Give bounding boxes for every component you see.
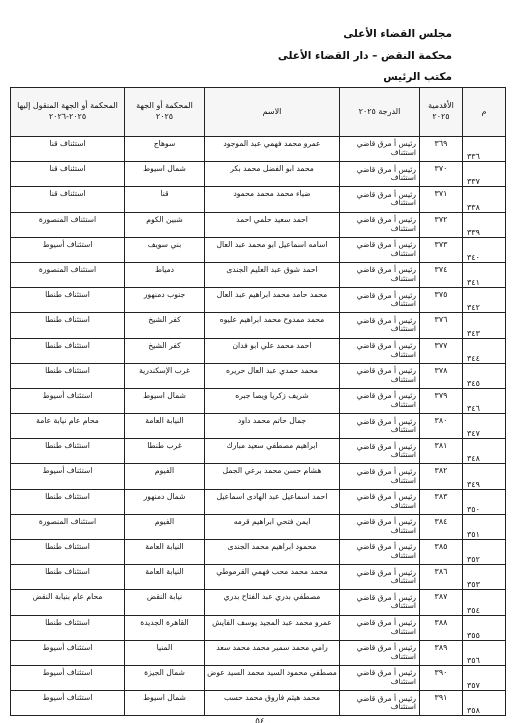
transfer-to-cell: استئناف طنطا xyxy=(11,288,125,313)
row-number: ٣٤٦ xyxy=(463,388,506,413)
row-number: ٣٥٨ xyxy=(463,691,506,716)
name-cell: محمد حامد محمد ابراهيم عبد العال xyxy=(205,288,340,313)
degree-cell xyxy=(340,313,420,338)
degree-line-2: استئناف xyxy=(390,148,416,158)
name-cell: احمد سعيد حلمي احمد xyxy=(205,212,340,237)
name-cell: محمد ممدوح محمد ابراهيم عليوه xyxy=(205,313,340,338)
name-cell: محمد محمد محب فهمي القرموطي xyxy=(205,565,340,590)
name-cell: ضياء محمد محمد محمود xyxy=(205,187,340,212)
transfer-to-cell: محام عام نيابة عامة xyxy=(11,414,125,439)
degree-line-2: استئناف xyxy=(390,551,416,561)
row-number: ٣٤٨ xyxy=(463,439,506,464)
seniority-cell: ٣٨٠ xyxy=(420,414,463,439)
degree-cell xyxy=(340,363,420,388)
court-cell: الفيوم xyxy=(125,464,205,489)
row-number: ٣٤٠ xyxy=(463,237,506,262)
name-cell: مصطفي محمود السيد محمد السيد عوض xyxy=(205,665,340,690)
degree-line-2: استئناف xyxy=(390,248,416,258)
degree-cell xyxy=(340,338,420,363)
court-cell: المنيا xyxy=(125,640,205,665)
degree-line-1: رئيس أ مرق قاضي xyxy=(356,215,416,225)
transfer-to-cell: محام عام بنيابة النقض xyxy=(11,590,125,615)
degree-line-2: استئناف xyxy=(390,349,416,359)
column-header-seniority: الأقدمية ٢٠٢٥ xyxy=(420,88,463,137)
table-row xyxy=(11,363,506,388)
seniority-cell: ٣٧٥ xyxy=(420,288,463,313)
name-cell: محمود ابراهيم محمد الجندى xyxy=(205,540,340,565)
column-header-court: المحكمة أو الجهة ٢٠٢٥ xyxy=(125,88,205,137)
table-row xyxy=(11,288,506,313)
seniority-cell: ٣٨٨ xyxy=(420,615,463,640)
seniority-cell: ٣٧٩ xyxy=(420,388,463,413)
row-number: ٣٥١ xyxy=(463,514,506,539)
name-cell: احمد شوق عبد العليم الجندى xyxy=(205,262,340,287)
seniority-cell: ٣٧٢ xyxy=(420,212,463,237)
degree-line-2: استئناف xyxy=(390,677,416,687)
court-cell: قنا xyxy=(125,187,205,212)
court-cell: غرب طنطا xyxy=(125,439,205,464)
seniority-cell: ٣٦٩ xyxy=(420,137,463,162)
row-number: ٣٥٢ xyxy=(463,540,506,565)
column-header-degree: الدرجة ٢٠٢٥ xyxy=(340,88,420,137)
transfer-to-cell: استئناف المنصورة xyxy=(11,514,125,539)
degree-line-1: رئيس أ مرق قاضي xyxy=(356,668,416,678)
court-cell: النيابة العامة xyxy=(125,565,205,590)
seniority-cell: ٣٧٧ xyxy=(420,338,463,363)
degree-line-2: استئناف xyxy=(390,576,416,586)
court-cell: كفر الشيخ xyxy=(125,338,205,363)
court-cell: الفيوم xyxy=(125,514,205,539)
degree-line-2: استئناف xyxy=(390,626,416,636)
transfer-to-cell: استئناف أسيوط xyxy=(11,464,125,489)
degree-cell xyxy=(340,590,420,615)
table-row xyxy=(11,137,506,162)
table-row xyxy=(11,237,506,262)
transfer-to-cell: استئناف طنطا xyxy=(11,489,125,514)
transfer-to-cell: استئناف طنطا xyxy=(11,338,125,363)
court-cell: جنوب دمنهور xyxy=(125,288,205,313)
name-cell: محمد ابو الفضل محمد بكر xyxy=(205,162,340,187)
transfer-to-cell: استئناف قنا xyxy=(11,162,125,187)
row-number: ٣٤٤ xyxy=(463,338,506,363)
degree-line-1: رئيس أ مرق قاضي xyxy=(356,567,416,577)
table-row xyxy=(11,464,506,489)
row-number: ٣٤٢ xyxy=(463,288,506,313)
table-row xyxy=(11,212,506,237)
name-cell: محمد هيثم فاروق محمد حسب xyxy=(205,691,340,716)
degree-line-1: رئيس أ مرق قاضي xyxy=(356,416,416,426)
transfer-to-cell: استئناف طنطا xyxy=(11,439,125,464)
table-row xyxy=(11,262,506,287)
transfer-to-cell: استئناف طنطا xyxy=(11,540,125,565)
degree-line-1: رئيس أ مرق قاضي xyxy=(356,366,416,376)
transfer-to-cell: استئناف طنطا xyxy=(11,313,125,338)
degree-line-1: رئيس أ مرق قاضي xyxy=(356,542,416,552)
seniority-cell: ٣٨٤ xyxy=(420,514,463,539)
degree-cell xyxy=(340,540,420,565)
degree-line-2: استئناف xyxy=(390,702,416,712)
degree-line-1: رئيس أ مرق قاضي xyxy=(356,441,416,451)
table-row xyxy=(11,439,506,464)
degree-line-1: رئيس أ مرق قاضي xyxy=(356,643,416,653)
office-title: مكتب الرئيس xyxy=(383,71,452,83)
degree-line-2: استئناف xyxy=(390,500,416,510)
degree-line-2: استئناف xyxy=(390,651,416,661)
court-cell: شبين الكوم xyxy=(125,212,205,237)
table-row xyxy=(11,640,506,665)
degree-line-2: استئناف xyxy=(390,324,416,334)
row-number: ٣٥٧ xyxy=(463,665,506,690)
degree-cell xyxy=(340,615,420,640)
degree-cell xyxy=(340,137,420,162)
degree-line-1: رئيس أ مرق قاضي xyxy=(356,693,416,703)
seniority-cell: ٣٨٦ xyxy=(420,565,463,590)
degree-cell xyxy=(340,691,420,716)
transfer-to-cell: استئناف أسيوط xyxy=(11,665,125,690)
name-cell: احمد محمد علي ابو فدان xyxy=(205,338,340,363)
row-number: ٣٥٠ xyxy=(463,489,506,514)
degree-line-2: استئناف xyxy=(390,198,416,208)
degree-cell xyxy=(340,489,420,514)
degree-cell xyxy=(340,514,420,539)
degree-line-1: رئيس أ مرق قاضي xyxy=(356,466,416,476)
degree-line-2: استئناف xyxy=(390,173,416,183)
seniority-cell: ٣٨٥ xyxy=(420,540,463,565)
degree-cell xyxy=(340,162,420,187)
column-header-no: م xyxy=(463,88,506,137)
seniority-cell: ٣٧١ xyxy=(420,187,463,212)
table-row xyxy=(11,615,506,640)
court-cell: النيابة العامة xyxy=(125,414,205,439)
name-cell: ايمن فتحي ابراهيم قرمه xyxy=(205,514,340,539)
degree-line-1: رئيس أ مرق قاضي xyxy=(356,315,416,325)
degree-line-2: استئناف xyxy=(390,525,416,535)
degree-line-1: رئيس أ مرق قاضي xyxy=(356,492,416,502)
table-row xyxy=(11,313,506,338)
degree-line-1: رئيس أ مرق قاضي xyxy=(356,164,416,174)
transfer-to-cell: استئناف المنصورة xyxy=(11,262,125,287)
degree-cell xyxy=(340,464,420,489)
court-cell: القاهرة الجديدة xyxy=(125,615,205,640)
court-cell: شمال اسيوط xyxy=(125,388,205,413)
row-number: ٣٥٥ xyxy=(463,615,506,640)
degree-cell xyxy=(340,237,420,262)
name-cell: مصطفي بدري عبد الفتاح بدري xyxy=(205,590,340,615)
court-cell: شمال الجيزة xyxy=(125,665,205,690)
row-number: ٣٤٩ xyxy=(463,464,506,489)
seniority-cell: ٣٩٠ xyxy=(420,665,463,690)
degree-line-1: رئيس أ مرق قاضي xyxy=(356,240,416,250)
row-number: ٣٤٥ xyxy=(463,363,506,388)
name-cell: عمرو محمد عبد المجيد يوسف الفايش xyxy=(205,615,340,640)
court-cell: كفر الشيخ xyxy=(125,313,205,338)
table-row xyxy=(11,489,506,514)
seniority-cell: ٣٧٦ xyxy=(420,313,463,338)
degree-line-1: رئيس أ مرق قاضي xyxy=(356,618,416,628)
seniority-cell: ٣٨٢ xyxy=(420,464,463,489)
column-header-name: الاسم xyxy=(205,88,340,137)
degree-line-1: رئيس أ مرق قاضي xyxy=(356,592,416,602)
degree-cell xyxy=(340,439,420,464)
table-row xyxy=(11,414,506,439)
degree-line-1: رئيس أ مرق قاضي xyxy=(356,340,416,350)
court-title: محكمة النقض – دار القضاء الأعلى xyxy=(277,50,452,62)
table-row xyxy=(11,162,506,187)
seniority-cell: ٣٨١ xyxy=(420,439,463,464)
degree-cell xyxy=(340,212,420,237)
degree-line-2: استئناف xyxy=(390,601,416,611)
degree-line-2: استئناف xyxy=(390,374,416,384)
name-cell: محمد حمدي عبد العال حريره xyxy=(205,363,340,388)
name-cell: عمرو محمد فهمي عبد الموجود xyxy=(205,137,340,162)
transfer-to-cell: استئناف طنطا xyxy=(11,615,125,640)
row-number: ٣٣٩ xyxy=(463,212,506,237)
transfer-to-cell: استئناف طنطا xyxy=(11,565,125,590)
table-row xyxy=(11,691,506,716)
seniority-cell: ٣٨٩ xyxy=(420,640,463,665)
name-cell: هشام حسن محمد برعي الجمل xyxy=(205,464,340,489)
degree-line-1: رئيس أ مرق قاضي xyxy=(356,139,416,149)
transfers-table xyxy=(10,87,506,716)
seniority-cell: ٣٧٠ xyxy=(420,162,463,187)
court-cell: دمياط xyxy=(125,262,205,287)
degree-line-2: استئناف xyxy=(390,475,416,485)
degree-line-1: رئيس أ مرق قاضي xyxy=(356,265,416,275)
degree-line-2: استئناف xyxy=(390,223,416,233)
degree-line-2: استئناف xyxy=(390,399,416,409)
court-cell: شمال دمنهور xyxy=(125,489,205,514)
degree-line-2: استئناف xyxy=(390,425,416,435)
row-number: ٣٥٣ xyxy=(463,565,506,590)
degree-line-2: استئناف xyxy=(390,274,416,284)
seniority-cell: ٣٨٧ xyxy=(420,590,463,615)
table-row xyxy=(11,187,506,212)
degree-cell xyxy=(340,262,420,287)
court-cell: نيابة النقض xyxy=(125,590,205,615)
degree-cell xyxy=(340,640,420,665)
degree-cell xyxy=(340,288,420,313)
table-row xyxy=(11,514,506,539)
table-row xyxy=(11,338,506,363)
degree-line-2: استئناف xyxy=(390,299,416,309)
degree-line-1: رئيس أ مرق قاضي xyxy=(356,517,416,527)
row-number: ٣٤١ xyxy=(463,262,506,287)
transfer-to-cell: استئناف المنصورة xyxy=(11,212,125,237)
column-header-transfer-to: المحكمة أو الجهة المنقول إليها ٢٠٢٥-٢٠٢٦ xyxy=(11,88,125,137)
seniority-cell: ٣٧٨ xyxy=(420,363,463,388)
degree-line-1: رئيس أ مرق قاضي xyxy=(356,391,416,401)
court-cell: غرب الإسكندرية xyxy=(125,363,205,388)
seniority-cell: ٣٩١ xyxy=(420,691,463,716)
name-cell: اسامه اسماعيل ابو محمد عبد العال xyxy=(205,237,340,262)
name-cell: شريف زكريا ويصا جبره xyxy=(205,388,340,413)
transfer-to-cell: استئناف طنطا xyxy=(11,363,125,388)
name-cell: احمد اسماعيل عبد الهادى اسماعيل xyxy=(205,489,340,514)
court-cell: شمال اسيوط xyxy=(125,162,205,187)
table-row xyxy=(11,540,506,565)
transfer-to-cell: استئناف أسيوط xyxy=(11,237,125,262)
name-cell: ابراهيم مصطفي سعيد مبارك xyxy=(205,439,340,464)
name-cell: جمال حاتم محمد داود xyxy=(205,414,340,439)
table-row xyxy=(11,665,506,690)
transfer-to-cell: استئناف أسيوط xyxy=(11,388,125,413)
table-header-row xyxy=(11,88,506,137)
seniority-cell: ٣٧٣ xyxy=(420,237,463,262)
row-number: ٣٤٧ xyxy=(463,414,506,439)
transfer-to-cell: استئناف أسيوط xyxy=(11,691,125,716)
row-number: ٣٣٦ xyxy=(463,137,506,162)
court-cell: بني سويف xyxy=(125,237,205,262)
degree-line-2: استئناف xyxy=(390,450,416,460)
page-number: ٥٤ xyxy=(255,717,265,723)
degree-line-1: رئيس أ مرق قاضي xyxy=(356,189,416,199)
degree-cell xyxy=(340,565,420,590)
court-cell: سوهاج xyxy=(125,137,205,162)
name-cell: رامي محمد سمير محمد محمد سعد xyxy=(205,640,340,665)
row-number: ٣٥٤ xyxy=(463,590,506,615)
row-number: ٣٣٧ xyxy=(463,162,506,187)
degree-cell xyxy=(340,187,420,212)
court-cell: شمال اسيوط xyxy=(125,691,205,716)
degree-cell xyxy=(340,414,420,439)
row-number: ٣٣٨ xyxy=(463,187,506,212)
transfer-to-cell: استئناف قنا xyxy=(11,137,125,162)
degree-line-1: رئيس أ مرق قاضي xyxy=(356,290,416,300)
seniority-cell: ٣٧٤ xyxy=(420,262,463,287)
degree-cell xyxy=(340,665,420,690)
table-row xyxy=(11,565,506,590)
council-title: مجلس القضاء الأعلى xyxy=(343,28,452,40)
transfer-to-cell: استئناف قنا xyxy=(11,187,125,212)
transfer-to-cell: استئناف أسيوط xyxy=(11,640,125,665)
table-row xyxy=(11,388,506,413)
table-row xyxy=(11,590,506,615)
row-number: ٣٤٣ xyxy=(463,313,506,338)
row-number: ٣٥٦ xyxy=(463,640,506,665)
seniority-cell: ٣٨٣ xyxy=(420,489,463,514)
court-cell: النيابة العامة xyxy=(125,540,205,565)
degree-cell xyxy=(340,388,420,413)
